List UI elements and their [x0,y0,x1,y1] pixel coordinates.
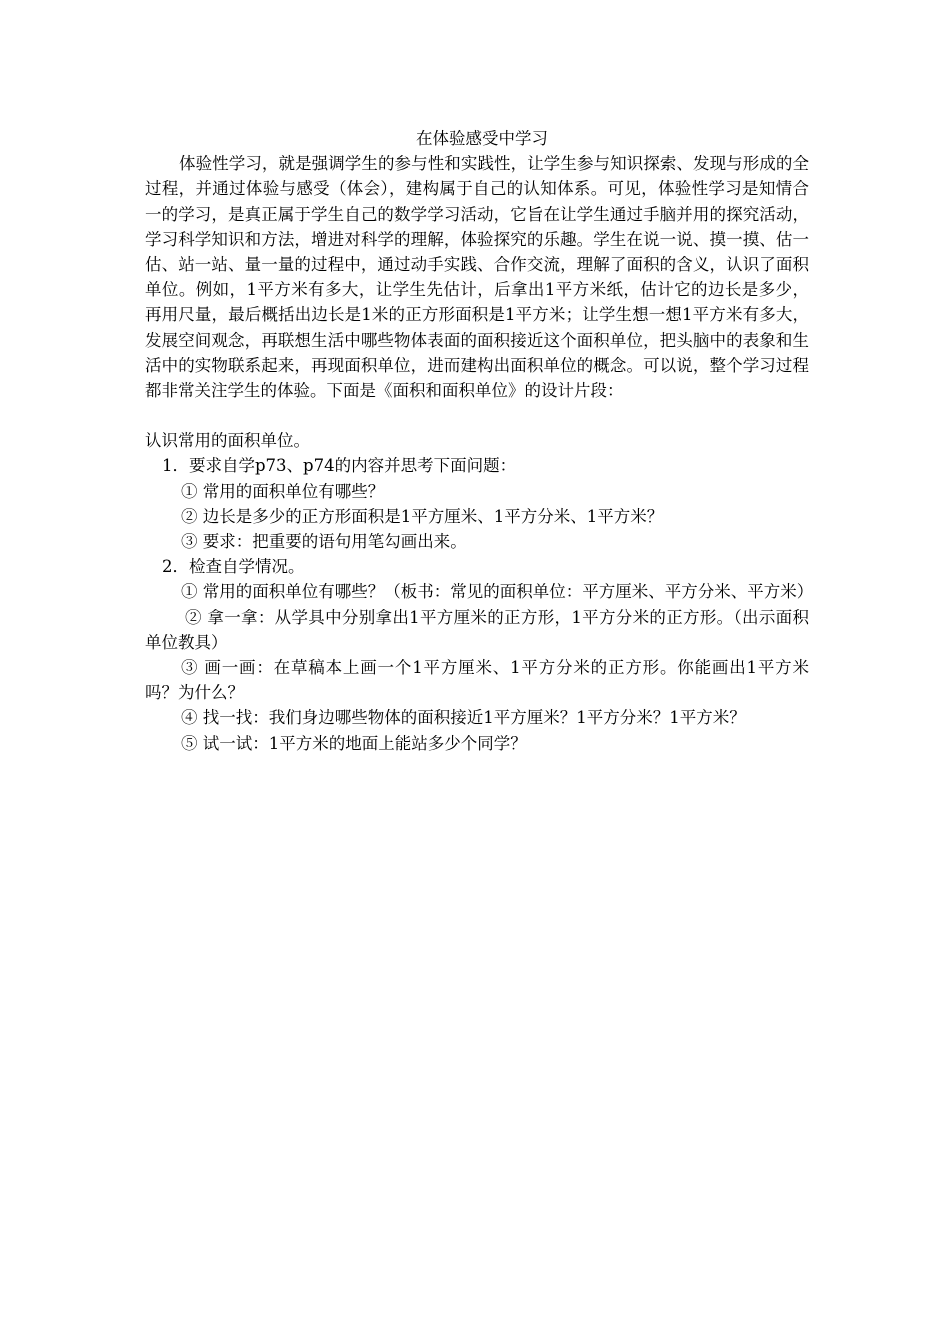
step-1-item: ① 常用的面积单位有哪些？ [181,481,385,501]
document-body [145,126,814,756]
step-2-item: ③ 画一画：在草稿本上画一个1平方厘米、1平方分米的正方形。你能画出1平方米吗？为什么？ [145,658,809,703]
document-title: 在体验感受中学习 [416,129,548,148]
step-2-item: ① 常用的面积单位有哪些？（板书：常见的面积单位：平方厘米、平方分米、平方米） [181,582,814,602]
step-2-label: 2．检查自学情况。 [162,557,305,577]
step-2-item: ④ 找一找：我们身边哪些物体的面积接近1平方厘米？1平方分米？1平方米？ [181,708,746,728]
step-2-item: ⑤ 试一试：1平方米的地面上能站多少个同学？ [181,733,527,753]
intro-paragraph: 体验性学习，就是强调学生的参与性和实践性，让学生参与知识探索、发现与形成的全过程，并通过体验与感受（体会），建构属于自己的认知体系。可见，体验性学习是知情合一的学习，是真正属于学生自己的数学学习活动，它旨在让学生通过手脑并用的探究活动，学习科学知识和方法，增进对科学的理解，体验探究的乐趣。学生在说一说、摸一摸、估一估、站一站、量一量的过程中，通过动手实践、合作交流，理解了面积的含义，认识了面积单位。例如，1平方米有多大，让学生先估计，后拿出1平方米纸，估计它的边长是多少，再用尺量，最后概括出边长是1米的正方形面积是1平方米；让学生想一想1平方米有多大，发展空间观念，再联想生活中哪些物体表面的面积接近这个面积单位，把头脑中的表象和生活中的实物联系起来，再现面积单位，进而建构出面积单位的概念。可以说，整个学习过程都非常关注学生的体验。下面是《面积和面积单位》的设计片段： [145,154,809,401]
step-2-item: ② 拿一拿：从学具中分别拿出1平方厘米的正方形，1平方分米的正方形。（出示面积单位教具） [145,607,809,652]
blank-line [145,403,809,428]
step-1-item: ③ 要求：把重要的语句用笔勾画出来。 [181,532,467,552]
step-1-label: 1．要求自学p73、p74的内容并思考下面问题： [162,456,517,476]
section-heading: 认识常用的面积单位。 [145,431,310,451]
step-1-item: ② 边长是多少的正方形面积是1平方厘米、1平方分米、1平方米？ [181,506,664,526]
